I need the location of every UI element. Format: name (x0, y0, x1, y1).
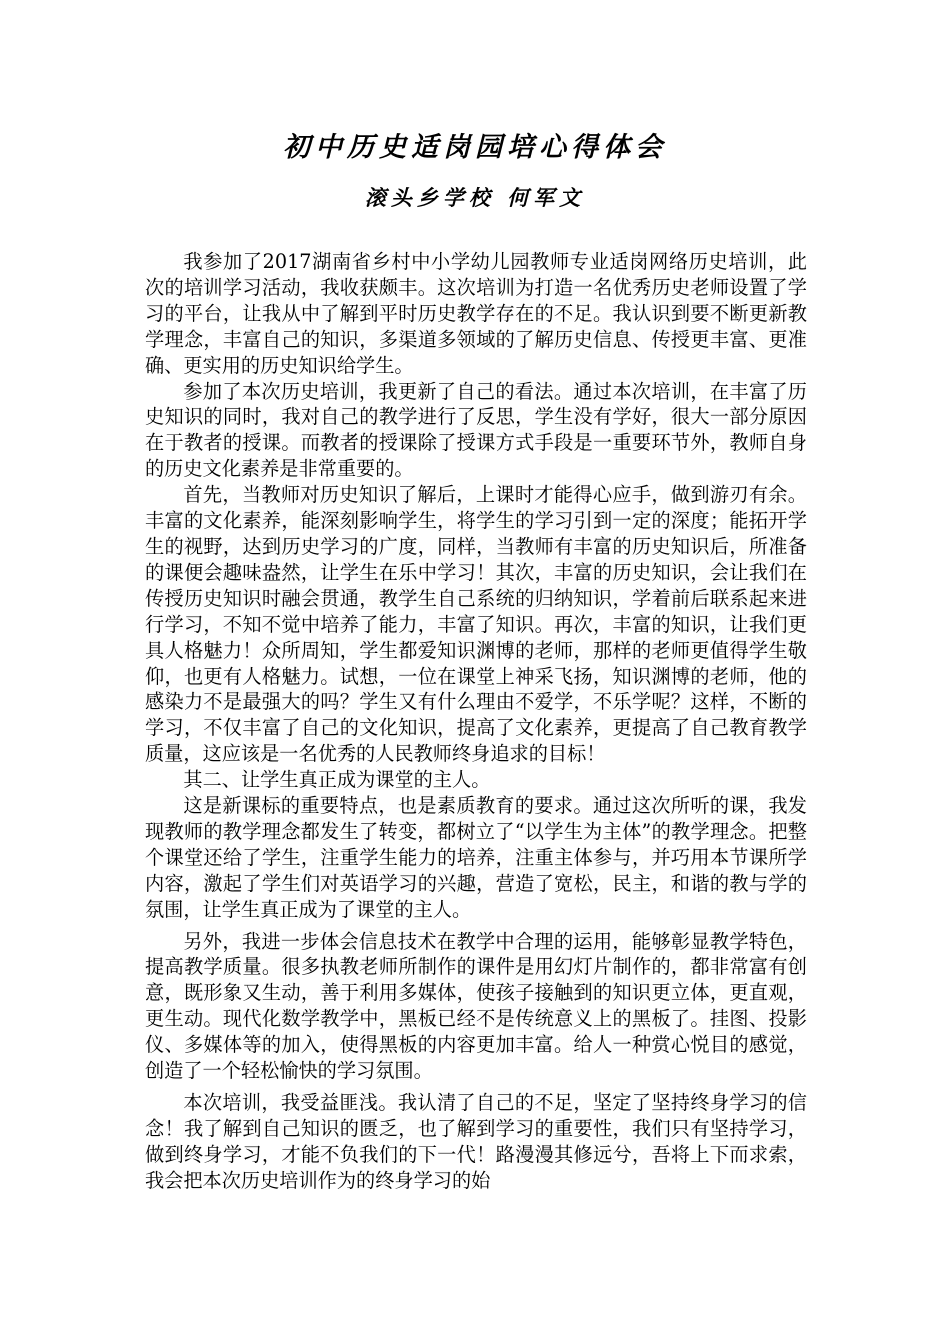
paragraph: 这是新课标的重要特点，也是素质教育的要求。通过这次所听的课，我发现教师的教学理念都发生了转变，都树立了“以学生为主体”的教学理念。把整个课堂还给了学生，注重学生能力的培养，注重主体参与，并巧用本节课所学内容，激起了学生们对英语学习的兴趣，营造了宽松，民主，和谐的教与学的氛围，让学生真正成为了课堂的主人。 (145, 794, 807, 921)
paragraph: 我参加了2017湖南省乡村中小学幼儿园教师专业适岗网络历史培训，此次的培训学习活动，我收获颇丰。这次培训为打造一名优秀历史老师设置了学习的平台，让我从中了解到平时历史教学存在的不足。我认识到要不断更新教学理念，丰富自己的知识，多渠道多领域的了解历史信息、传授更丰富、更准确、更实用的历史知识给学生。 (145, 250, 807, 377)
document-author: 滚头乡学校 何军文 (364, 186, 586, 210)
document-body (145, 249, 807, 1194)
paragraph: 其二、让学生真正成为课堂的主人。 (183, 768, 491, 792)
document-title: 初中历史适岗园培心得体会 (283, 132, 667, 163)
paragraph: 本次培训，我受益匪浅。我认清了自己的不足，坚定了坚持终身学习的信念！我了解到自己知识的匮乏，也了解到学习的重要性，我们只有坚持学习，做到终身学习，才能不负我们的下一代！路漫漫其修远兮，吾将上下而求索，我会把本次历史培训作为的终身学习的始 (145, 1091, 807, 1192)
paragraph: 另外，我进一步体会信息技术在教学中合理的运用，能够彰显教学特色，提高教学质量。很多执教老师所制作的课件是用幻灯片制作的，都非常富有创意，既形象又生动，善于利用多媒体，使孩子接触到的知识更立体，更直观，更生动。现代化数学教学中，黑板已经不是传统意义上的黑板了。挂图、投影仪、多媒体等的加入，使得黑板的内容更加丰富。给人一种赏心悦目的感觉，创造了一个轻松愉快的学习氛围。 (145, 929, 807, 1083)
paragraph: 参加了本次历史培训，我更新了自己的看法。通过本次培训，在丰富了历史知识的同时，我对自己的教学进行了反思，学生没有学好，很大一部分原因在于教者的授课。而教者的授课除了授课方式手段是一重要环节外，教师自身的历史文化素养是非常重要的。 (145, 379, 807, 481)
paragraph: 首先，当教师对历史知识了解后，上课时才能得心应手，做到游刃有余。丰富的文化素养，能深刻影响学生，将学生的学习引到一定的深度；能拓开学生的视野，达到历史学习的广度，同样，当教师有丰富的历史知识后，所准备的课便会趣味盎然，让学生在乐中学习！其次，丰富的历史知识，会让我们在传授历史知识时融会贯通，教学生自己系统的归纳知识，学着前后联系起来进行学习，不知不觉中培养了能力，丰富了知识。再次，丰富的知识，让我们更具人格魅力！众所周知，学生都爱知识渊博的老师，那样的老师更值得学生敬仰，也更有人格魅力。试想，一位在课堂上神采飞扬，知识渊博的老师，他的感染力不是最强大的吗？学生又有什么理由不爱学，不乐学呢？这样，不断的学习，不仅丰富了自己的文化知识，提高了文化素养，更提高了自己教育教学质量，这应该是一名优秀的人民教师终身追求的目标！ (145, 483, 807, 766)
